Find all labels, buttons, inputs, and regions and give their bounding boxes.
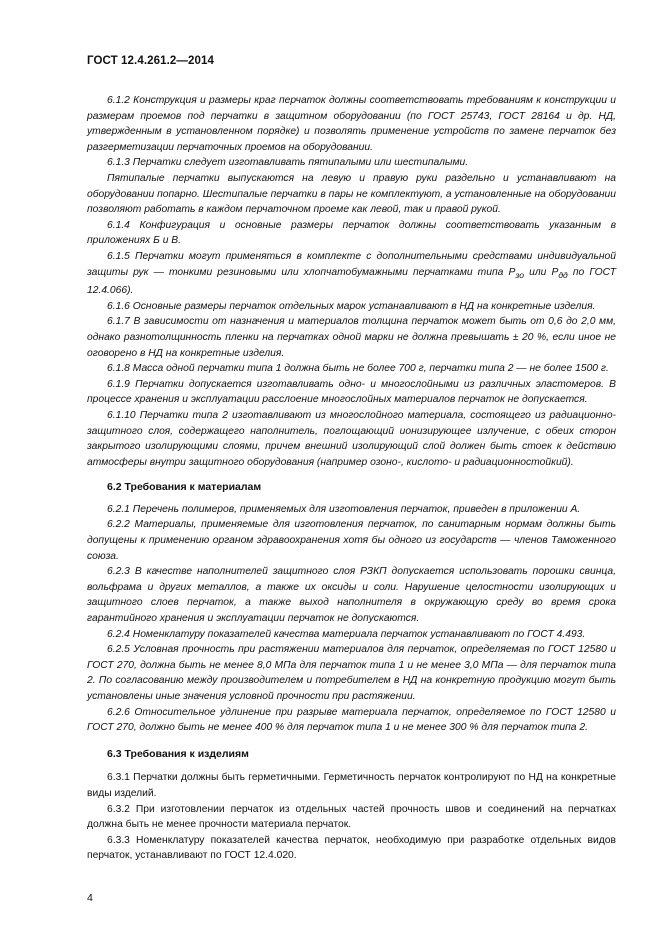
standard-header: ГОСТ 12.4.261.2—2014 [87,55,214,67]
clause-6-1-3-continued: Пятипалые перчатки выпускаются на левую и правую руки раздельно и устанавливают на оборудовании попарно. Шестипалые перчатки в пары не комплектуют, а установленные на оборудовании позволяют работать в каждом перчаточном проеме как левой, так и правой рукой. [87,172,616,216]
subscript-zo: зо [515,269,525,280]
clause-6-2-1: 6.2.1 Перечень полимеров, применяемых для изготовления перчаток, приведен в приложении А. [107,503,581,515]
clause-6-1-7: 6.1.7 В зависимости от назначения и материалов толщина перчаток может быть от 0,6 до 2,0 мм, однако разнотолщинность пленки на перчатках одной марки не должна превышать ± 20 %, если иное не оговорено в НД на конкретные изделия. [87,316,616,359]
clause-6-1-4: 6.1.4 Конфигурация и основные размеры перчаток должны соответствовать указанным в приложениях Б и В. [87,219,616,247]
clause-6-2-3: 6.2.3 В качестве наполнителей защитного слоя РЗКП допускается использовать порошки свинца, вольфрама и других металлов, а также их оксиды и соли. Нарушение целостности изолирующих и защитного слоев перчаток, а также выход наполнителя в окружающую среду во время срока гарантийного хранения и эксплуатации перчаток не допускаются. [87,566,616,625]
clause-6-3-2: 6.3.2 При изготовлении перчаток из отдельных частей прочность швов и соединений на перчатках должна быть не менее прочности материала перчаток. [87,803,616,831]
page-number: 4 [87,892,93,904]
clause-6-1-5-text: 6.1.5 Перчатки могут применяться в комплекте с дополнительными средствами индивидуальной защиты рук — тонкими резиновыми или хлопчатобумажными перчатками типа [87,250,616,278]
clause-6-3-3: 6.3.3 Номенклатуру показателей качества перчаток, необходимую при разработке отдельных видов перчаток, устанавливают по ГОСТ 12.4.020. [87,834,616,862]
clause-6-1-8: 6.1.8 Масса одной перчатки типа 1 должна быть не более 700 г, перчатки типа 2 — не более 1500 г. [107,363,609,375]
clause-6-2-4: 6.2.4 Номенклатуру показателей качества материала перчаток устанавливают по ГОСТ 4.493. [107,628,586,640]
clause-6-1-5-end: по ГОСТ 12.4.066). [87,266,616,297]
section-heading-6-2: 6.2 Требования к материалам [107,481,262,494]
clause-6-3-1: 6.3.1 Перчатки должны быть герметичными. Герметичность перчаток контролируют по НД на конкретные виды изделий. [87,772,616,799]
clause-6-2-6: 6.2.6 Относительное удлинение при разрыве материала перчаток, определяемое по ГОСТ 12580 и ГОСТ 270, должно быть не менее 400 % для перчаток типа 1 и не менее 300 % для перчаток типа 2. [87,706,616,734]
clause-6-2-5: 6.2.5 Условная прочность при растяжении материалов для перчаток, определяемая по ГОСТ 12580 и ГОСТ 270, должна быть не менее 8,0 МПа для перчаток типа 1 и не менее 3,0 МПа — для перчаток типа 2. По согласованию между производителем и потребителем в НД на конкретную продукцию могут быть установлены иные значения условной прочности при растяжении. [87,644,616,703]
section-heading-6-3: 6.3 Требования к изделиям [107,747,249,760]
clause-6-1-9: 6.1.9 Перчатки допускается изготавливать одно- и многослойными из различных эластомеров. В процессе хранения и эксплуатации расслоение многослойных материалов перчаток не допускается. [87,378,616,406]
clause-6-1-10: 6.1.10 Перчатки типа 2 изготавливают из многослойного материала, состоящего из радиационно-защитного слоя, содержащего наполнитель, поглощающий ионизирующее излучение, с обеих сторон закрытого изолирующими слоями, причем внешний изолирующий слой должен быть стоек к действию атмосферы внутри защитного оборудования (например озоно-, кислото- и радиационностойкий). [87,409,616,468]
clause-6-2-2: 6.2.2 Материалы, применяемые для изготовления перчаток, по санитарным нормам должны быть допущены к применению органом здравоохранения хотя бы одного из государств — членов Таможенного союза. [87,519,616,562]
subscript-dd: дд [558,269,568,280]
clause-6-1-6: 6.1.6 Основные размеры перчаток отдельных марок устанавливают в НД на конкретные изделия. [107,300,596,312]
clause-6-1-5-mid: или [524,266,552,278]
clause-6-1-3: 6.1.3 Перчатки следует изготавливать пятипалыми или шестипалыми. [107,157,469,169]
symbol-p-2: Р [551,266,559,278]
clause-6-1-5 [87,249,616,299]
clause-6-1-2: 6.1.2 Конструкция и размеры краг перчаток должны соответствовать требованиям к конструкции и размерам проемов под перчатки в защитном оборудовании (по ГОСТ 25743, ГОСТ 28164 и др. НД, утвержденным в установленном порядке) и позволять применение устройств по замене перчаток без разгерметизации перчаточных проемов на оборудовании. [87,95,616,153]
document-body [87,93,616,864]
symbol-p: Р [508,266,516,278]
